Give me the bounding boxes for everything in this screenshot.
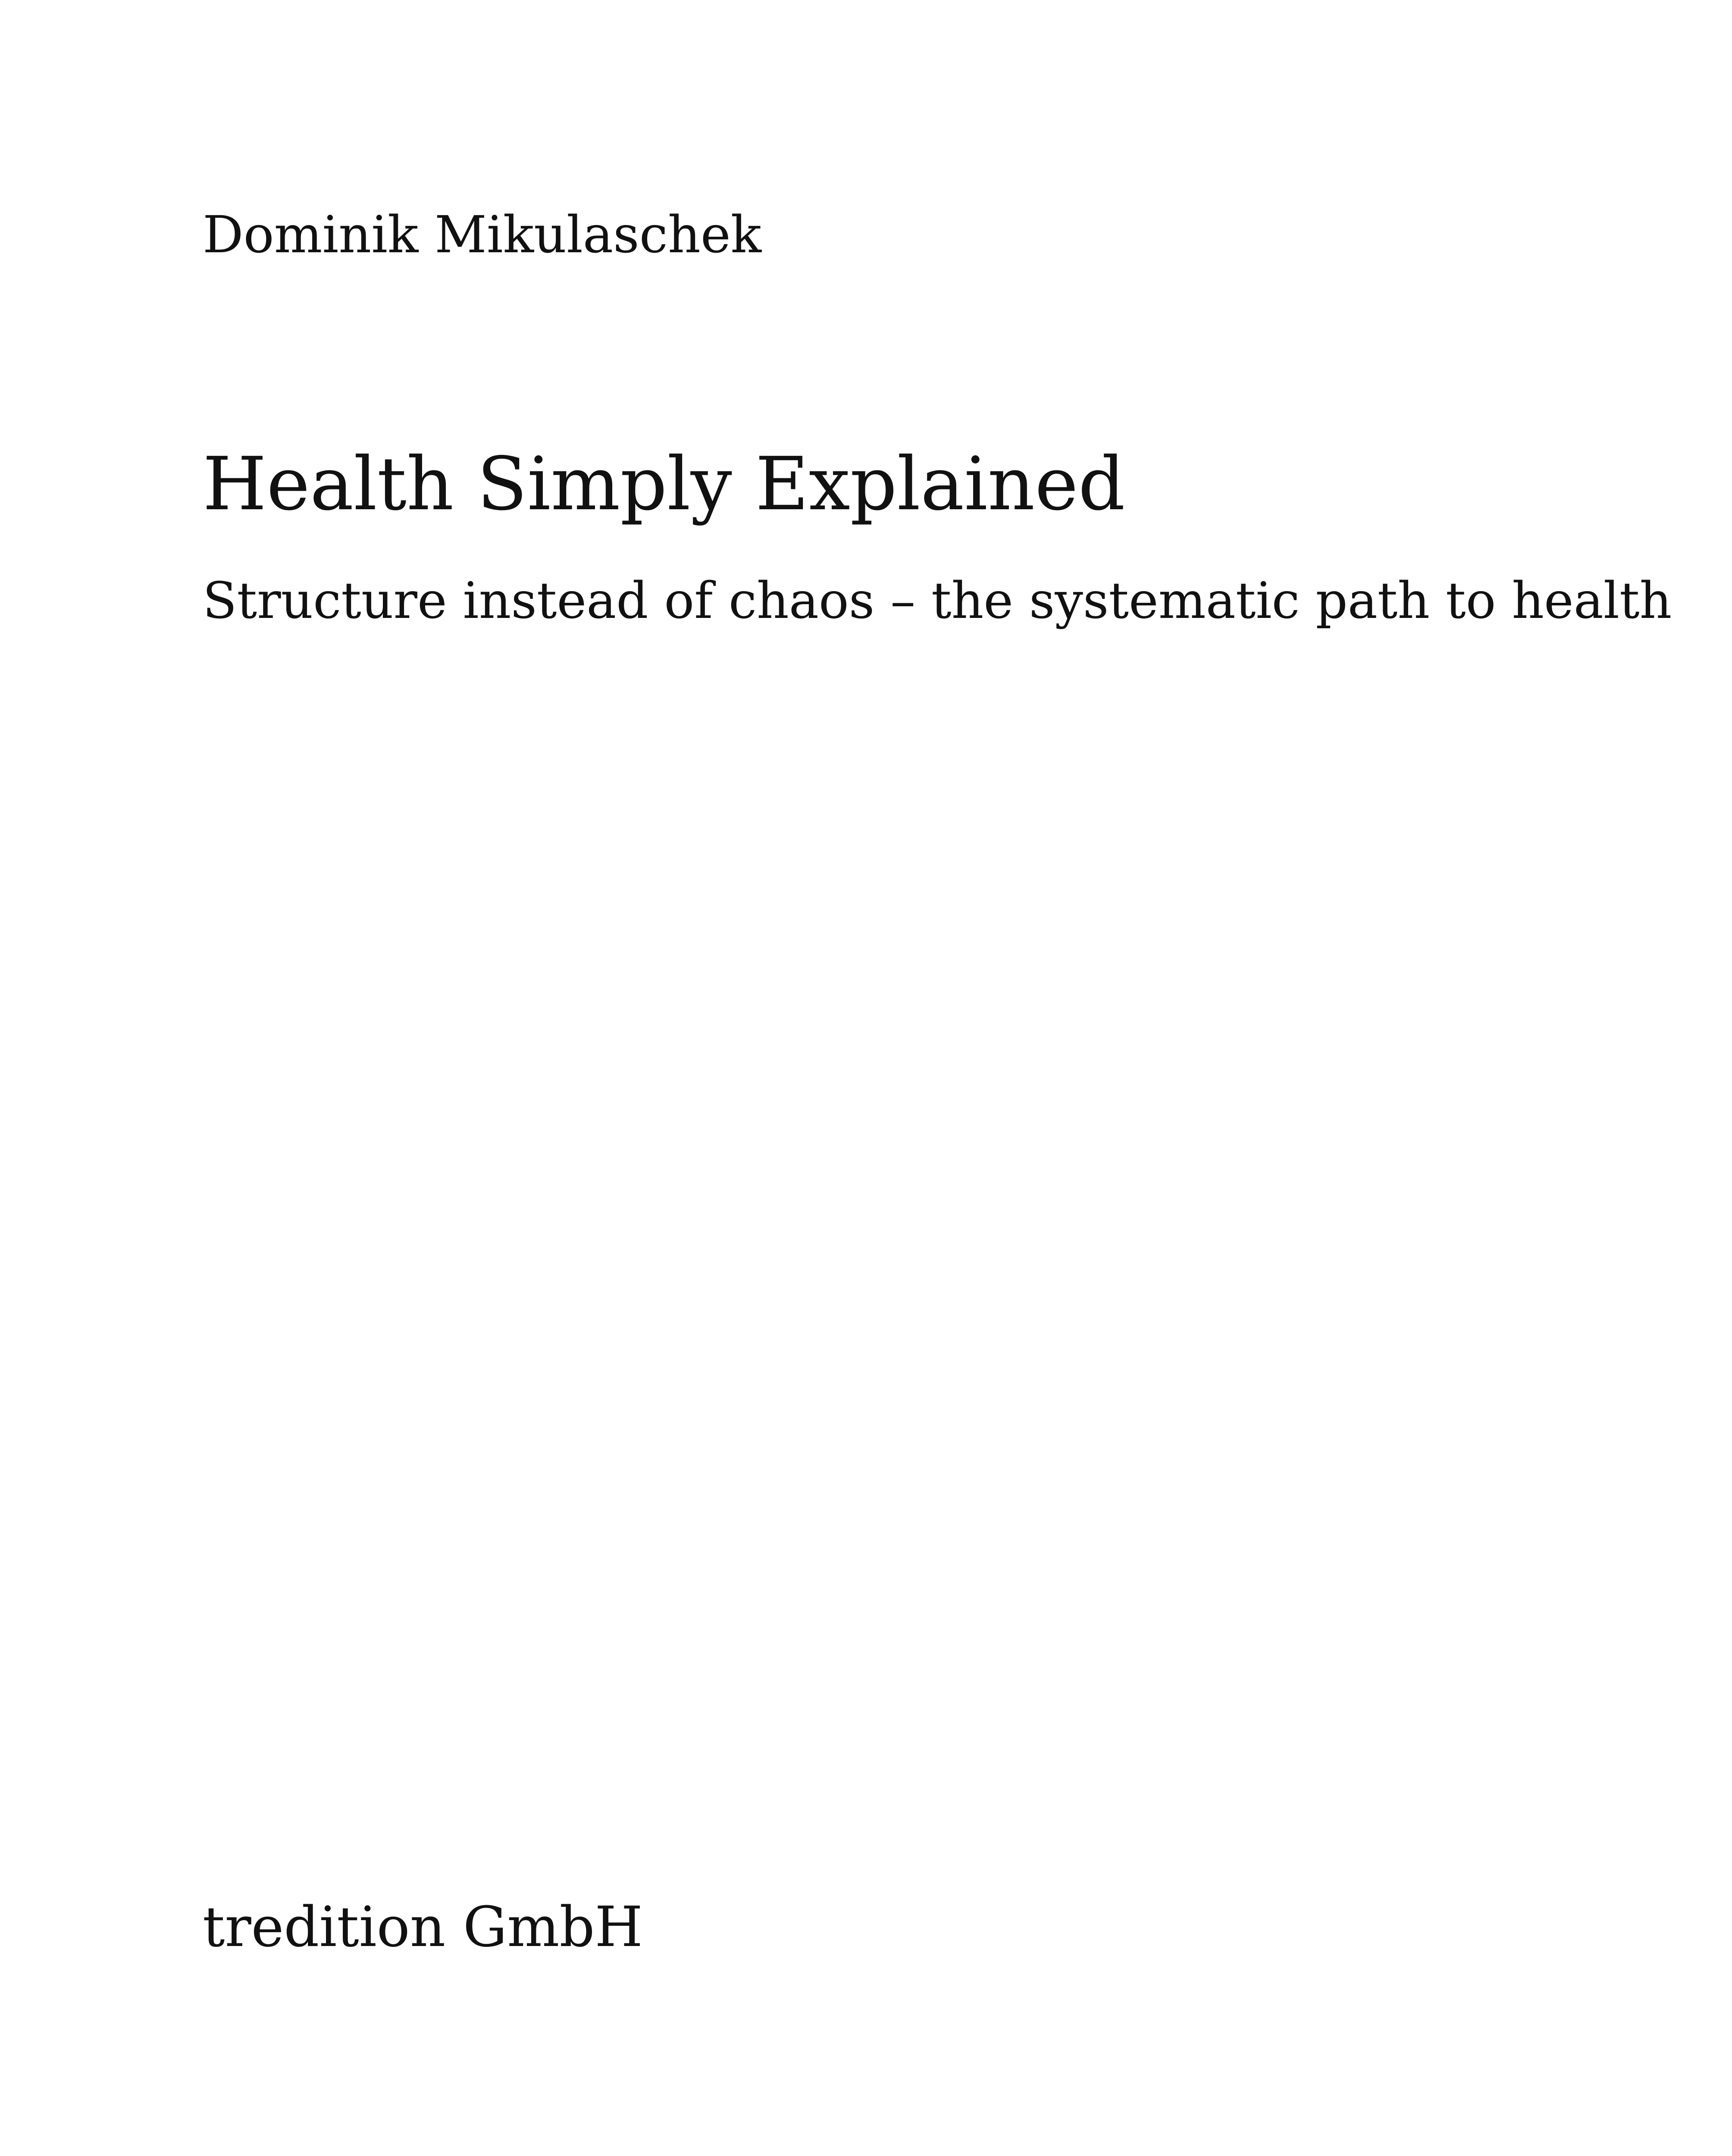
author-name: Dominik Mikulaschek (203, 205, 762, 264)
book-title: Health Simply Explained (203, 442, 1125, 527)
publisher-name: tredition GmbH (203, 1895, 643, 1959)
book-subtitle: Structure instead of chaos – the systematic path to health (203, 572, 1672, 630)
